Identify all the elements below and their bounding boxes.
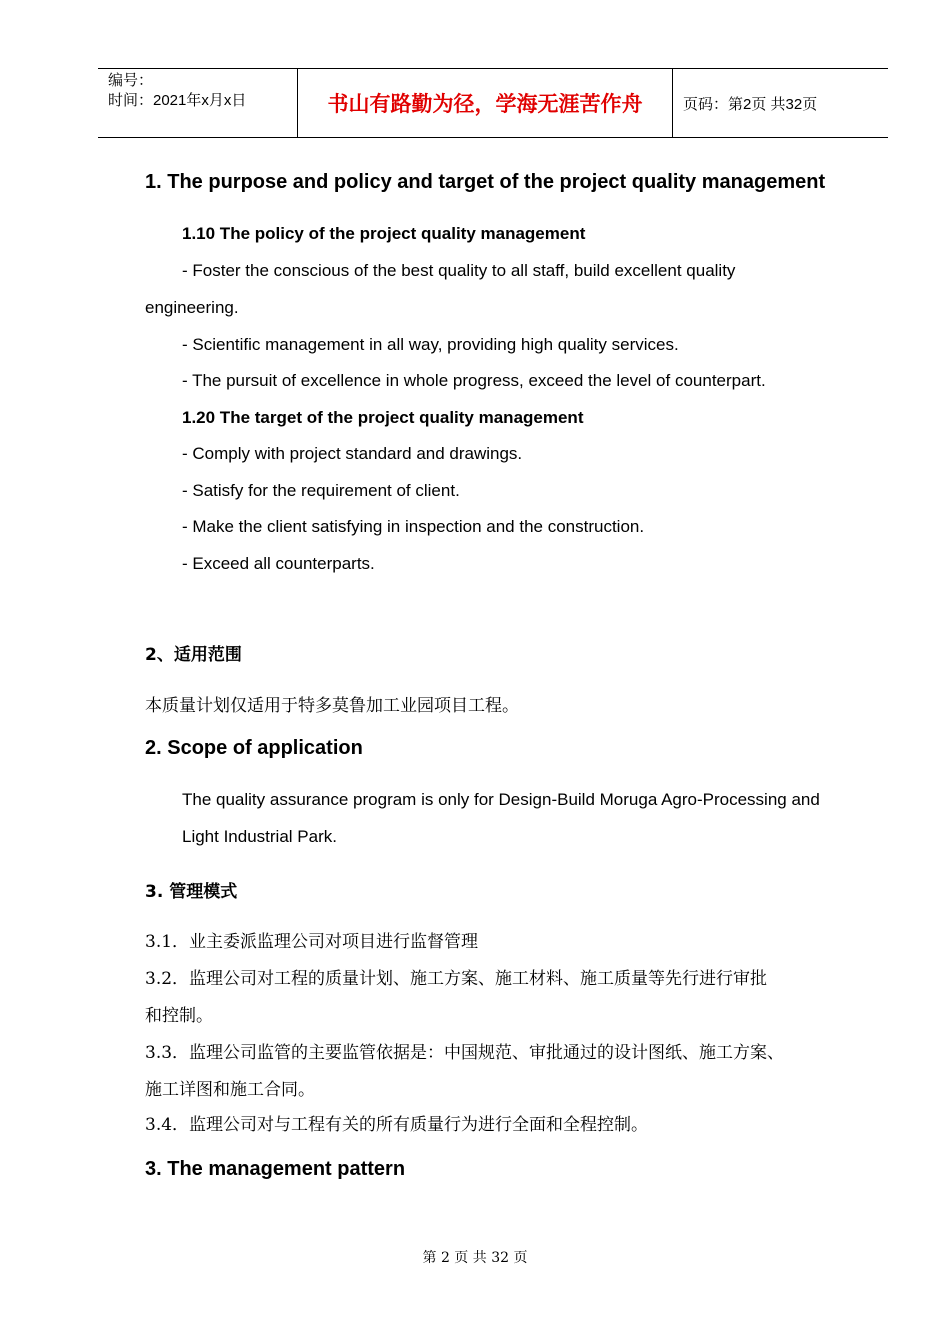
section1-sub1-title: 1.10 The policy of the project quality management — [182, 224, 586, 243]
section2-en-title: 2. Scope of application — [145, 737, 363, 759]
time-label: 时间：2021年x月x日 — [108, 92, 247, 109]
section3-cn-title: 3. 管理模式 — [145, 882, 238, 902]
list-item: - Exceed all counterparts. — [182, 554, 375, 573]
section2-cn-title: 2、适用范围 — [145, 645, 242, 665]
number-label: 编号： — [108, 72, 154, 89]
section2-en-body-line1: The quality assurance program is only for Design-Build Moruga Agro-Processing and — [182, 790, 820, 809]
section2-en-body-line2: Light Industrial Park. — [182, 827, 337, 846]
header-meta — [98, 69, 298, 137]
section1-sub1-line2: - Scientific management in all way, providing high quality services. — [182, 335, 679, 354]
section3-en-title: 3. The management pattern — [145, 1158, 406, 1180]
section3-cn-item2-line2: 和控制。 — [145, 1006, 213, 1026]
section3-cn-item3-line2: 施工详图和施工合同。 — [145, 1080, 315, 1100]
section1-sub2-title: 1.20 The target of the project quality management — [182, 408, 584, 427]
header-page-info: 页码：第2页 共32页 — [683, 95, 818, 113]
section1-title: 1. The purpose and policy and target of the project quality management — [145, 171, 826, 193]
section2-cn-body: 本质量计划仅适用于特多莫鲁加工业园项目工程。 — [145, 696, 519, 716]
section3-cn-item4: 3.4．监理公司对与工程有关的所有质量行为进行全面和全程控制。 — [145, 1115, 649, 1135]
list-item: - Satisfy for the requirement of client. — [182, 481, 460, 500]
section1-sub1-line1-cont: engineering. — [145, 298, 239, 317]
list-item: - Make the client satisfying in inspection and the construction. — [182, 517, 645, 536]
section1-sub1-line3: - The pursuit of excellence in whole progress, exceed the level of counterpart. — [182, 371, 766, 390]
section3-cn-item3-line1: 3.3．监理公司监管的主要监管依据是：中国规范、审批通过的设计图纸、施工方案、 — [145, 1043, 785, 1063]
page-header — [98, 68, 888, 138]
section3-cn-item2-line1: 3.2．监理公司对工程的质量计划、施工方案、施工材料、施工质量等先行进行审批 — [145, 969, 768, 989]
list-item: - Comply with project standard and drawings. — [182, 444, 523, 463]
section3-cn-item1: 3.1．业主委派监理公司对项目进行监督管理 — [145, 932, 479, 952]
page-footer: 第 2 页 共 32 页 — [422, 1250, 528, 1266]
header-motto: 书山有路勤为径，学海无涯苦作舟 — [298, 69, 673, 137]
section1-sub1-line1: - Foster the conscious of the best quality to all staff, build excellent quality — [182, 261, 736, 280]
